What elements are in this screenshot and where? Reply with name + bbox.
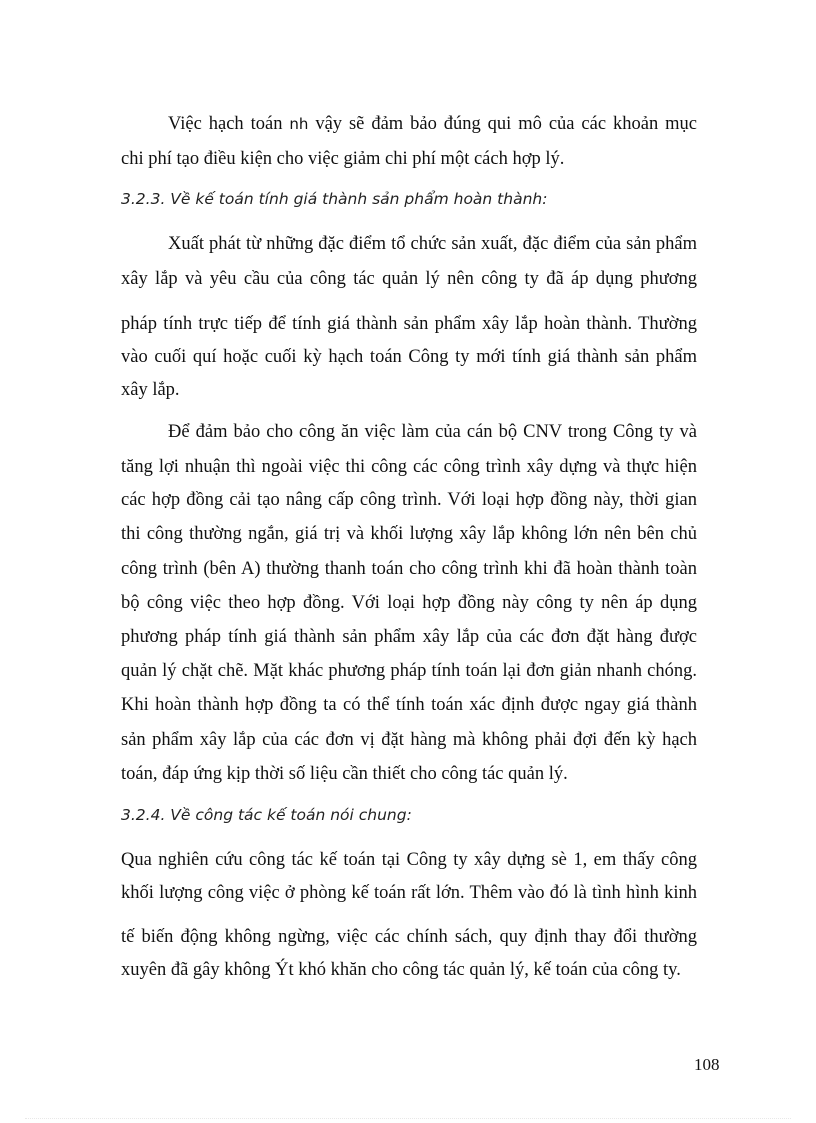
paragraph-3-line-4: thi công thường ngắn, giá trị và khối lượng xây lắp không lớn nên bên chủ [121, 524, 697, 544]
paragraph-3-line-8: quản lý chặt chẽ. Mặt khác phương pháp tính toán lại đơn giản nhanh chóng. [121, 661, 697, 681]
section-heading-3-2-3: 3.2.3. Về kế toán tính giá thành sản phẩm hoàn thành: [121, 190, 548, 208]
paragraph-3-line-7: phương pháp tính giá thành sản phẩm xây lắp của các đơn đặt hàng được [121, 627, 697, 647]
paragraph-1-line-1: Việc hạch toán nh vậy sẽ đảm bảo đúng qui mô của các khoản mục [168, 114, 697, 134]
paragraph-4-line-4: xuyên đã gây không Ýt khó khăn cho công tác quản lý, kế toán của công ty. [121, 960, 681, 980]
paragraph-3-line-6: bộ công việc theo hợp đồng. Với loại hợp đồng này công ty nên áp dụng [121, 593, 697, 613]
page-number: 108 [694, 1055, 720, 1074]
paragraph-3-line-10: sản phẩm xây lắp của các đơn vị đặt hàng mà không phải đợi đến kỳ hạch [121, 730, 697, 750]
paragraph-2-line-4: vào cuối quí hoặc cuối kỳ hạch toán Công ty mới tính giá thành sản phẩm [121, 347, 697, 367]
paragraph-3-line-11: toán, đáp ứng kịp thời số liệu cần thiết cho công tác quản lý. [121, 764, 568, 784]
paragraph-3-line-1: Để đảm bảo cho công ăn việc làm của cán bộ CNV trong Công ty và [168, 422, 697, 442]
paragraph-4-line-2: khối lượng công việc ở phòng kế toán rất lớn. Thêm vào đó là tình hình kinh [121, 883, 697, 903]
paragraph-2-line-1: Xuất phát từ những đặc điểm tổ chức sản xuất, đặc điểm của sản phẩm [168, 234, 697, 254]
paragraph-1-line-2: chi phí tạo điều kiện cho việc giảm chi phí một cách hợp lý. [121, 149, 565, 169]
paragraph-2-line-3: pháp tính trực tiếp để tính giá thành sản phẩm xây lắp hoàn thành. Thường [121, 314, 697, 334]
paragraph-3-line-3: các hợp đồng cải tạo nâng cấp công trình. Với loại hợp đồng này, thời gian [121, 490, 697, 510]
paragraph-3-line-9: Khi hoàn thành hợp đồng ta có thể tính toán xác định được ngay giá thành [121, 695, 697, 715]
paragraph-2-line-5: xây lắp. [121, 380, 180, 400]
section-heading-3-2-4: 3.2.4. Về công tác kế toán nói chung: [121, 806, 412, 824]
paragraph-4-line-3: tế biến động không ngừng, việc các chính sách, quy định thay đổi thường [121, 927, 697, 947]
paragraph-3-line-5: công trình (bên A) thường thanh toán cho công trình khi đã hoàn thành toàn [121, 559, 697, 579]
page-bottom-border [25, 1118, 791, 1119]
paragraph-2-line-2: xây lắp và yêu cầu của công tác quản lý nên công ty đã áp dụng phương [121, 269, 697, 289]
paragraph-4-line-1: Qua nghiên cứu công tác kế toán tại Công ty xây dựng sè 1, em thấy công [121, 850, 697, 870]
paragraph-3-line-2: tăng lợi nhuận thì ngoài việc thi công các công trình xây dựng và thực hiện [121, 457, 697, 477]
paragraph-1-fragment: nh [289, 115, 309, 133]
